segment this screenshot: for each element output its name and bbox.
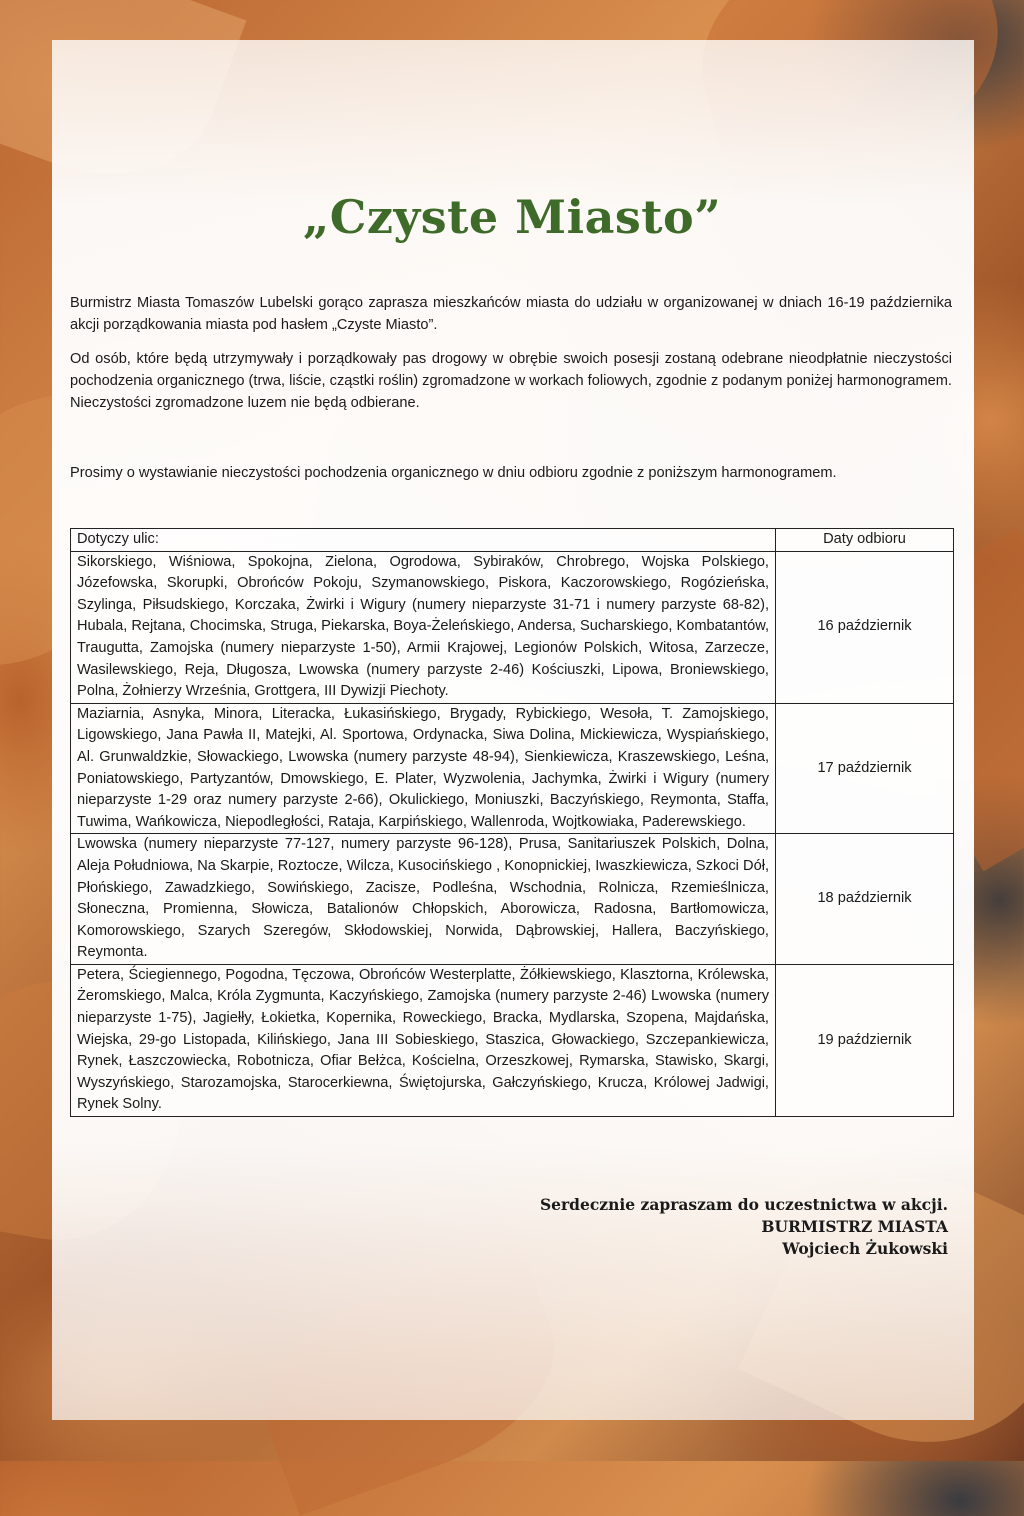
date-cell: 18 październik <box>776 834 954 965</box>
streets-cell: Sikorskiego, Wiśniowa, Spokojna, Zielona, Ogrodowa, Sybiraków, Chrobrego, Wojska Polskiego, Józefowska, Skorupki, Obrońców Pokoju, Szymanowskiego, Piskora, Kaczorowskiego, Rogózieńska, Szylinga, Piłsudskiego, Korczaka, Żwirki i Wigury (numery nieparzyste 31-71 i numery parzyste 68-82), Hubala, Rejtana, Chocimska, Struga, Piekarska, Boya-Żeleńskiego, Andersa, Sucharskiego, Kombatantów, Traugutta, Zamojska (numery nieparzyste 1-50), Armii Krajowej, Legionów Polskich, Witosa, Zarzecze, Wasilewskiego, Reja, Długosza, Lwowska (numery parzyste 2-46) Kościuszki, Lipowa, Broniewskiego, Polna, Żołnierzy Września, Grottgera, III Dywizji Piechoty. <box>71 551 776 703</box>
header-streets: Dotyczy ulic: <box>71 529 776 552</box>
notice-title: „Czyste Miasto” <box>302 190 722 244</box>
table-header-row <box>71 529 954 552</box>
signatory-title: BURMISTRZ MIASTA <box>761 1217 948 1236</box>
info-paragraph: Od osób, które będą utrzymywały i porządkowały pas drogowy w obrębie swoich posesji zostaną odebrane nieodpłatnie nieczystości pochodzenia organicznego (trwa, liście, cząstki roślin) zgromadzone w workach foliowych, zgodnie z podanym poniżej harmonogramem. Nieczystości zgromadzone luzem nie będą odbierane. <box>70 351 952 411</box>
signatory-name: Wojciech Żukowski <box>782 1239 948 1258</box>
intro-paragraph: Burmistrz Miasta Tomaszów Lubelski gorąco zaprasza mieszkańców miasta do udziału w organizowanej w dniach 16-19 października akcji porządkowania miasta pod hasłem „Czyste Miasto”. <box>70 295 952 333</box>
streets-cell: Petera, Ściegiennego, Pogodna, Tęczowa, Obrońców Westerplatte, Żółkiewskiego, Klasztorna, Królewska, Żeromskiego, Malca, Króla Zygmunta, Kaczyńskiego, Zamojska (numery parzyste 2-46) Lwowska (numery nieparzyste 1-75), Jagiełły, Łokietka, Kopernika, Roweckiego, Bracka, Mydlarska, Szopena, Majdańska, Wiejska, 29-go Listopada, Kilińskiego, Jana III Sobieskiego, Staszica, Głowackiego, Szczepankiewicza, Rynek, Łaszczowiecka, Robotnicza, Ofiar Bełżca, Kościelna, Orzeszkowej, Rymarska, Stawisko, Skargi, Wyszyńskiego, Starozamojska, Starocerkiewna, Świętojurska, Gałczyńskiego, Krucza, Królowej Jadwigi, Rynek Solny. <box>71 964 776 1116</box>
table-row <box>71 834 954 965</box>
header-dates: Daty odbioru <box>776 529 954 552</box>
table-row <box>71 964 954 1116</box>
table-row <box>71 703 954 834</box>
streets-cell: Lwowska (numery nieparzyste 77-127, numery parzyste 96-128), Prusa, Sanitariuszek Polskich, Dolna, Aleja Południowa, Na Skarpie, Roztocze, Wilcza, Kusocińskiego , Konopnickiej, Iwaszkiewicza, Szkoci Dół, Płońskiego, Zawadzkiego, Sowińskiego, Zacisze, Podleśna, Wschodnia, Rolnicza, Rzemieślnicza, Słoneczna, Promienna, Słowicza, Batalionów Chłopskich, Aborowicza, Radosna, Bartłomowicza, Komorowskiego, Szarych Szeregów, Skłodowskiej, Norwida, Dąbrowskiej, Hallera, Baczyńskiego, Reymonta. <box>71 834 776 965</box>
date-cell: 16 październik <box>776 551 954 703</box>
date-cell: 17 październik <box>776 703 954 834</box>
date-cell: 19 październik <box>776 964 954 1116</box>
request-paragraph: Prosimy o wystawianie nieczystości pochodzenia organicznego w dniu odbioru zgodnie z poniższym harmonogramem. <box>70 465 837 481</box>
table-row <box>71 551 954 703</box>
closing-signature <box>540 1194 948 1260</box>
schedule-table <box>70 528 954 1117</box>
streets-cell: Maziarnia, Asnyka, Minora, Literacka, Łukasińskiego, Brygady, Rybickiego, Wesoła, T. Zamojskiego, Ligowskiego, Jana Pawła II, Matejki, Al. Sportowa, Ordynacka, Siwa Dolina, Mickiewicza, Wyspiańskiego, Al. Grunwaldzkie, Słowackiego, Lwowska (numery parzyste 48-94), Sienkiewicza, Kraszewskiego, Leśna, Poniatowskiego, Partyzantów, Dmowskiego, E. Plater, Wyzwolenia, Jachymka, Żwirki i Wigury (numery nieparzyste 1-29 oraz numery parzyste 2-66), Okulickiego, Moniuszki, Baczyńskiego, Reymonta, Staffa, Tuwima, Wańkowicza, Niepodległości, Rataja, Karpińskiego, Wallenroda, Wojtkowiaka, Paderewskiego. <box>71 703 776 834</box>
closing-invitation: Serdecznie zapraszam do uczestnictwa w akcji. <box>539 1195 948 1214</box>
